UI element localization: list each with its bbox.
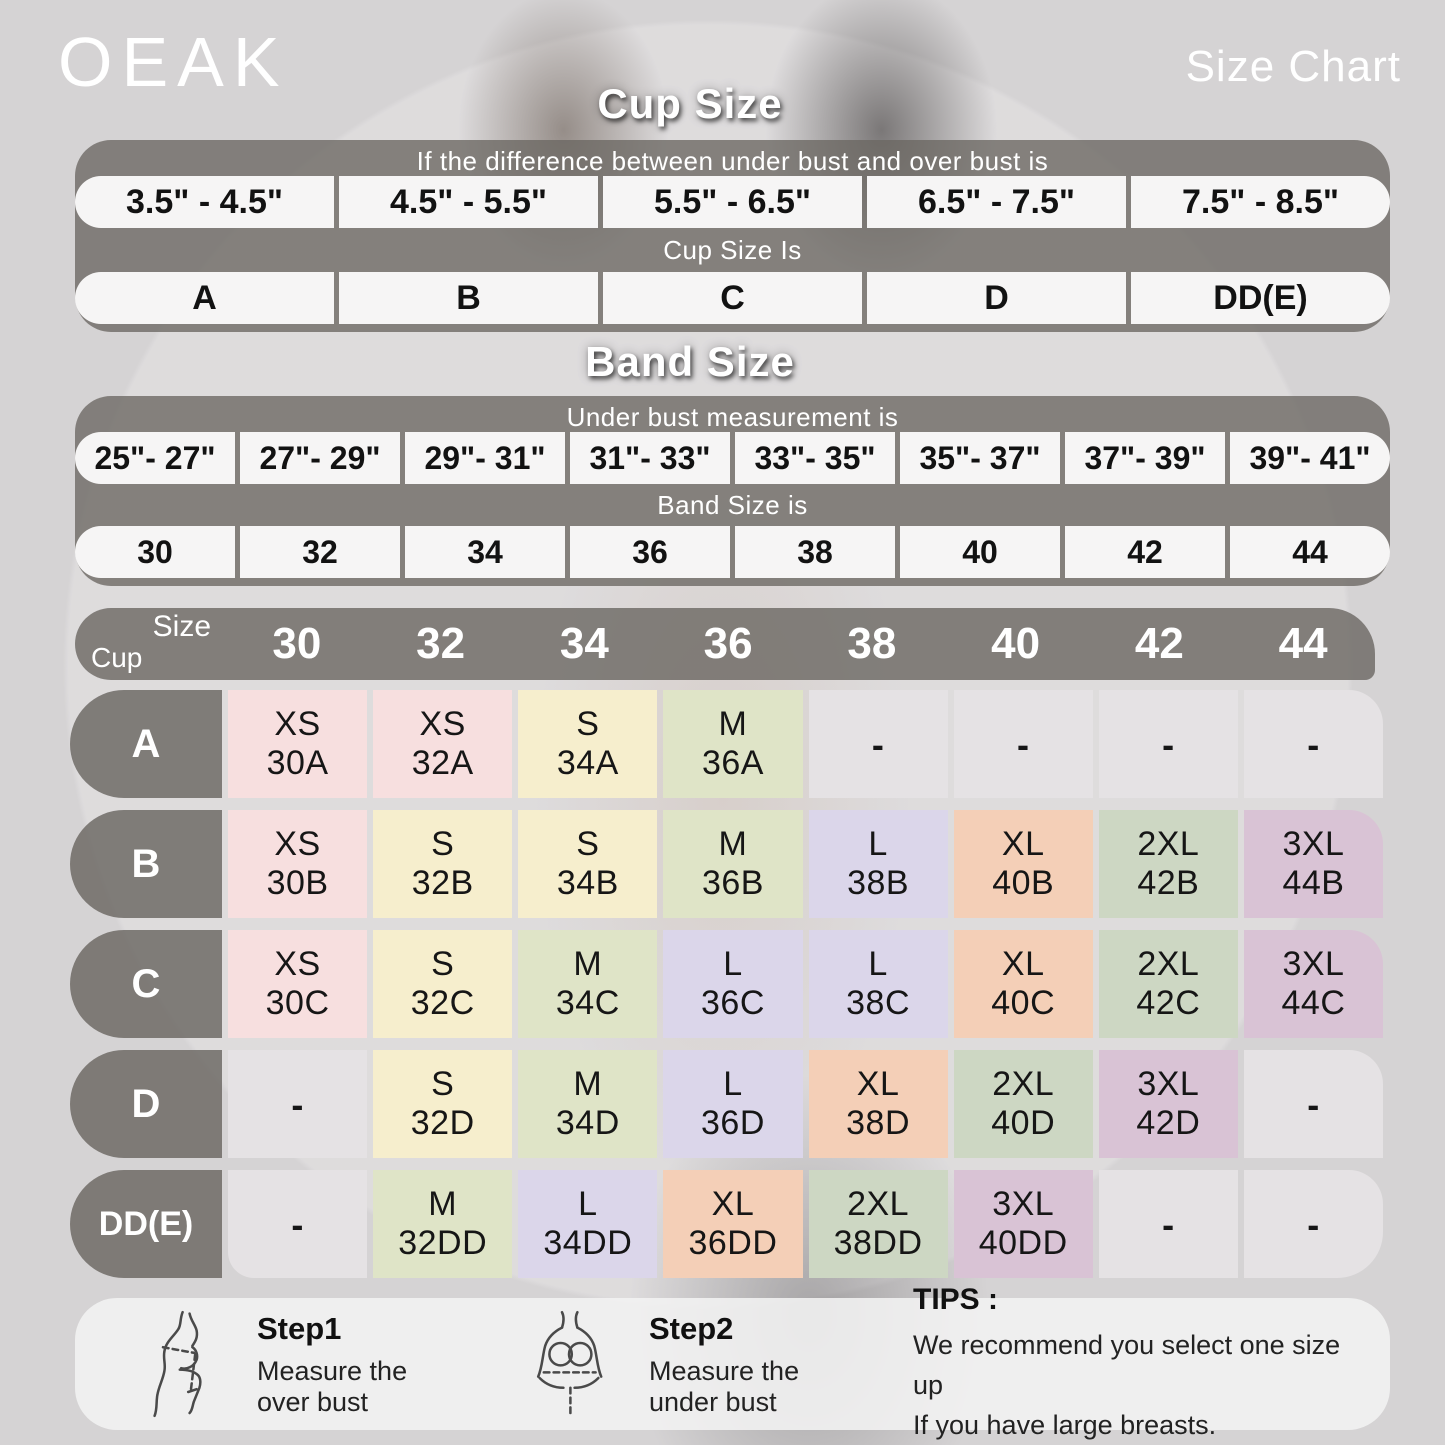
cup-range-row <box>75 176 1390 228</box>
tips-line2: If you have large breasts. <box>913 1410 1217 1440</box>
band-range-cell: 35"- 37" <box>900 432 1060 484</box>
step2-title: Step2 <box>649 1310 734 1346</box>
corner-size-label: Size <box>152 610 211 643</box>
cup-letter-cell: C <box>603 272 862 324</box>
cell-code-label: 32D <box>410 1104 475 1142</box>
row-cells <box>228 930 1383 1038</box>
matrix-row-A <box>70 690 1383 798</box>
band-number-cell: 30 <box>75 526 235 578</box>
cell-size-label: S <box>576 705 600 743</box>
size-cell <box>1244 810 1383 918</box>
brand-logo: OEAK <box>58 23 289 101</box>
cell-code-label: 36B <box>701 864 764 902</box>
cell-size-label: XL <box>1001 945 1045 983</box>
size-cell <box>518 1050 657 1158</box>
cup-row-label: A <box>70 690 222 798</box>
matrix-header <box>75 608 1375 680</box>
cup-range-cell: 7.5" - 8.5" <box>1131 176 1390 228</box>
cell-size-label: S <box>576 825 600 863</box>
cell-size-label: S <box>431 945 455 983</box>
cell-size-label: M <box>573 1065 603 1103</box>
row-cells <box>228 810 1383 918</box>
cell-code-label: 32B <box>411 864 474 902</box>
matrix-column-header: 38 <box>847 619 897 668</box>
band-range-cell: 27"- 29" <box>240 432 400 484</box>
cell-code-label: 32DD <box>398 1224 488 1262</box>
cell-size-label: L <box>578 1185 598 1223</box>
size-matrix <box>70 690 1383 1290</box>
cup-range-cell: 3.5" - 4.5" <box>75 176 334 228</box>
size-cell <box>373 1170 512 1278</box>
row-cells <box>228 690 1383 798</box>
cell-size-label: 3XL <box>1137 1065 1200 1103</box>
matrix-row-D <box>70 1050 1383 1158</box>
cell-code-label: 34B <box>556 864 619 902</box>
row-cells <box>228 1170 1383 1278</box>
band-number-cell: 42 <box>1065 526 1225 578</box>
band-range-cell: 31"- 33" <box>570 432 730 484</box>
measure-under-bust-icon <box>523 1308 615 1420</box>
cell-code-label: 36A <box>701 744 764 782</box>
cell-size-label: XL <box>1001 825 1045 863</box>
size-cell <box>809 810 948 918</box>
cell-size-label: L <box>723 945 743 983</box>
cell-size-label: 2XL <box>1137 945 1200 983</box>
cup-letter-cell: DD(E) <box>1131 272 1390 324</box>
matrix-column-header: 36 <box>703 619 753 668</box>
size-cell <box>373 810 512 918</box>
size-cell <box>663 690 802 798</box>
step1-block <box>257 1311 469 1418</box>
cell-code-label: 30A <box>266 744 329 782</box>
measure-guide-bar <box>75 1283 1390 1440</box>
cell-code-label: 36DD <box>688 1224 778 1262</box>
size-cell <box>518 1170 657 1278</box>
size-cell <box>1099 810 1238 918</box>
band-range-cell: 33"- 35" <box>735 432 895 484</box>
cell-size-label: 3XL <box>992 1185 1055 1223</box>
cell-size-label: L <box>868 825 888 863</box>
cell-code-label: 34C <box>555 984 620 1022</box>
cell-size-label: S <box>431 1065 455 1103</box>
cell-code-label: 38DD <box>833 1224 923 1262</box>
empty-size-cell: - <box>1244 1050 1383 1158</box>
cell-code-label: 38C <box>846 984 910 1022</box>
size-cell <box>954 810 1093 918</box>
cell-code-label: 32C <box>410 984 475 1022</box>
cup-range-cell: 6.5" - 7.5" <box>867 176 1126 228</box>
cell-code-label: 40C <box>991 984 1056 1022</box>
step1-text-line1: Measure the <box>257 1355 408 1386</box>
cell-size-label: 3XL <box>1282 945 1345 983</box>
cell-size-label: L <box>868 945 888 983</box>
cell-code-label: 36D <box>701 1104 765 1142</box>
corner-cup-label: Cup <box>91 642 143 673</box>
cell-code-label: 44B <box>1282 864 1345 902</box>
cell-size-label: XL <box>711 1185 755 1223</box>
cup-letter-cell: A <box>75 272 334 324</box>
page-title: Size Chart <box>1185 42 1401 91</box>
cell-code-label: 42D <box>1136 1104 1201 1142</box>
size-cell <box>518 810 657 918</box>
cell-size-label: XL <box>856 1065 900 1103</box>
matrix-row-B <box>70 810 1383 918</box>
cell-code-label: 42C <box>1136 984 1201 1022</box>
cup-letter-cell: B <box>339 272 598 324</box>
cell-code-label: 34D <box>555 1104 620 1142</box>
cell-code-label: 36C <box>701 984 765 1022</box>
size-cell <box>228 810 367 918</box>
cell-size-label: XS <box>419 705 466 743</box>
measure-over-bust-icon <box>131 1308 223 1420</box>
tips-title: TIPS : <box>913 1283 999 1316</box>
size-cell <box>809 930 948 1038</box>
cell-size-label: XS <box>274 705 321 743</box>
size-cell <box>954 1170 1093 1278</box>
cell-code-label: 40DD <box>978 1224 1068 1262</box>
band-range-cell: 39"- 41" <box>1230 432 1390 484</box>
size-cell <box>373 690 512 798</box>
band-range-cell: 29"- 31" <box>405 432 565 484</box>
cell-size-label: M <box>718 825 748 863</box>
cell-size-label: M <box>718 705 748 743</box>
size-cell <box>809 1050 948 1158</box>
cell-size-label: 2XL <box>1137 825 1200 863</box>
matrix-column-header: 40 <box>991 619 1041 668</box>
size-cell <box>228 690 367 798</box>
step2-block <box>649 1311 861 1418</box>
step1-text-line2: over bust <box>257 1386 369 1417</box>
cell-size-label: XS <box>274 825 321 863</box>
size-cell <box>373 930 512 1038</box>
cup-result-label: Cup Size Is <box>663 235 802 265</box>
cell-code-label: 40B <box>992 864 1055 902</box>
step2-text-line1: Measure the <box>649 1355 800 1386</box>
cup-row-label: B <box>70 810 222 918</box>
cup-letter-row <box>75 272 1390 324</box>
band-number-cell: 36 <box>570 526 730 578</box>
empty-size-cell: - <box>228 1050 367 1158</box>
cell-size-label: 3XL <box>1282 825 1345 863</box>
band-range-cell: 25"- 27" <box>75 432 235 484</box>
band-range-cell: 37"- 39" <box>1065 432 1225 484</box>
band-size-heading: Band Size <box>585 338 795 385</box>
cup-letter-cell: D <box>867 272 1126 324</box>
band-number-cell: 38 <box>735 526 895 578</box>
cup-row-label: C <box>70 930 222 1038</box>
tips-line1: We recommend you select one size up <box>913 1330 1341 1400</box>
cup-row-label: D <box>70 1050 222 1158</box>
cell-size-label: XS <box>274 945 321 983</box>
size-cell <box>1099 930 1238 1038</box>
band-number-row <box>75 526 1390 578</box>
step1-title: Step1 <box>257 1310 342 1346</box>
size-cell <box>1099 1050 1238 1158</box>
size-cell <box>954 1050 1093 1158</box>
matrix-corner <box>75 608 225 680</box>
band-number-cell: 40 <box>900 526 1060 578</box>
cell-code-label: 40D <box>991 1104 1056 1142</box>
cup-row-label: DD(E) <box>70 1170 222 1278</box>
matrix-column-header: 30 <box>272 619 322 668</box>
cell-size-label: L <box>723 1065 743 1103</box>
band-number-cell: 34 <box>405 526 565 578</box>
size-cell <box>373 1050 512 1158</box>
cell-code-label: 34A <box>556 744 619 782</box>
cell-code-label: 32A <box>411 744 474 782</box>
cell-code-label: 44C <box>1281 984 1346 1022</box>
tips-block <box>913 1283 1360 1445</box>
size-cell <box>663 1050 802 1158</box>
cup-range-cell: 5.5" - 6.5" <box>603 176 862 228</box>
empty-size-cell: - <box>1244 1170 1383 1278</box>
cell-code-label: 30C <box>265 984 330 1022</box>
cell-size-label: 2XL <box>992 1065 1055 1103</box>
step2-text-line2: under bust <box>649 1386 777 1417</box>
band-range-row <box>75 432 1390 484</box>
band-size-panel <box>75 396 1390 586</box>
cell-code-label: 42B <box>1137 864 1200 902</box>
cell-size-label: M <box>428 1185 458 1223</box>
cell-code-label: 38D <box>846 1104 910 1142</box>
band-instruction: Under bust measurement is <box>566 402 899 432</box>
size-cell <box>663 810 802 918</box>
matrix-row-DD(E) <box>70 1170 1383 1278</box>
cup-range-cell: 4.5" - 5.5" <box>339 176 598 228</box>
matrix-column-header: 34 <box>559 619 609 668</box>
empty-size-cell: - <box>809 690 948 798</box>
size-cell <box>663 930 802 1038</box>
cell-size-label: 2XL <box>847 1185 910 1223</box>
cell-size-label: S <box>431 825 455 863</box>
cell-code-label: 34DD <box>543 1224 633 1262</box>
band-result-label: Band Size is <box>657 490 808 520</box>
size-cell <box>228 930 367 1038</box>
empty-size-cell: - <box>1099 690 1238 798</box>
size-cell <box>1244 930 1383 1038</box>
empty-size-cell: - <box>954 690 1093 798</box>
size-cell <box>663 1170 802 1278</box>
empty-size-cell: - <box>228 1170 367 1278</box>
band-number-cell: 44 <box>1230 526 1390 578</box>
size-cell <box>809 1170 948 1278</box>
row-cells <box>228 1050 1383 1158</box>
size-cell <box>518 690 657 798</box>
matrix-column-header: 42 <box>1134 619 1184 668</box>
cell-code-label: 38B <box>847 864 910 902</box>
cell-code-label: 30B <box>266 864 329 902</box>
size-cell <box>518 930 657 1038</box>
cell-size-label: M <box>573 945 603 983</box>
empty-size-cell: - <box>1099 1170 1238 1278</box>
empty-size-cell: - <box>1244 690 1383 798</box>
matrix-row-C <box>70 930 1383 1038</box>
cup-size-panel <box>75 140 1390 332</box>
matrix-column-header: 32 <box>416 619 466 668</box>
size-cell <box>954 930 1093 1038</box>
cup-size-heading: Cup Size <box>597 80 783 127</box>
band-number-cell: 32 <box>240 526 400 578</box>
matrix-column-header: 44 <box>1278 619 1328 668</box>
cup-instruction: If the difference between under bust and over bust is <box>416 146 1049 176</box>
